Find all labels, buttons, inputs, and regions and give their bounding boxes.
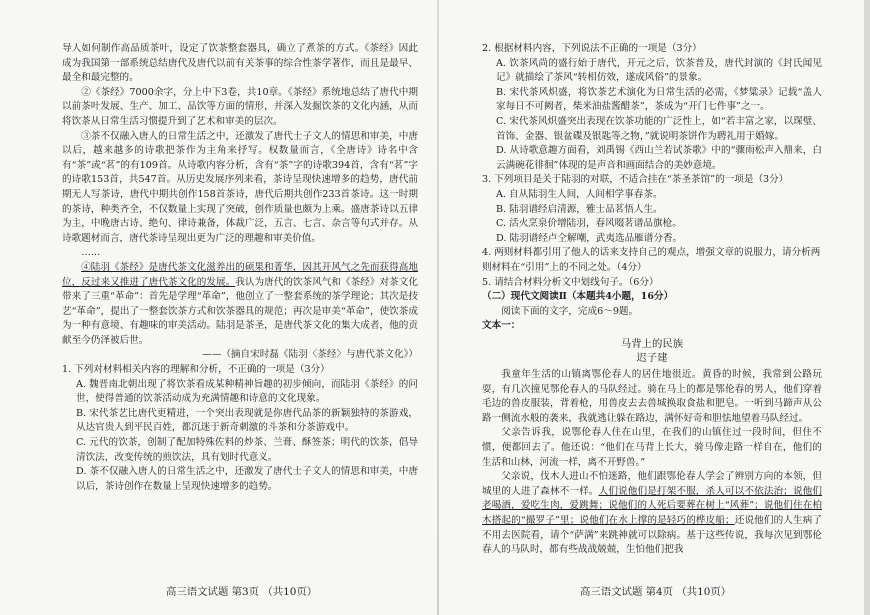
question-5: 5. 请结合材料分析文中划线句子。（6分）	[482, 276, 659, 288]
question-3: 3. 下列项目是关于陆羽的对联，不适合挂在“茶圣茶馆”的一项是（3分）	[482, 174, 789, 186]
page-fold-crease	[437, 0, 439, 615]
question-3-option-c: C. 活火烹泉价增陆羽，春风啜茗谱品旗枪。	[496, 218, 682, 230]
story-paragraph-2: 父亲告诉我，说鄂伦春人住在山里，在我们的山镇住过一段时间，但住不惯，便都回去了。他还说：“他们在马背上长大，骑马像走路一样自在，他们的生活和山林，河流一样，离不开野兽。”	[482, 427, 822, 468]
question-1-option-b: B. 宋代茶艺比唐代更精进，一个突出表现就是你唐代品茶的新颖独特的茶游戏，从达官贵人到平民百姓，都沉迷于新奇刺激的斗茶和分茶游戏中。	[76, 407, 418, 434]
citation: ——（摘自宋时磊《陆羽〈茶经〉与唐代茶文化》）	[202, 349, 418, 361]
paper-edge	[864, 0, 870, 615]
question-2-option-d: D. 从诗歌意趣方面看，刘禹锡《西山兰若试茶歌》中的“骤雨松声入鼎来，白云满碗花徘徊”体现的是声音和画面结合的美妙意境。	[496, 145, 822, 171]
question-2-option-b: B. 宋代茶风炽盛，将饮茶艺术演化为日常生活的必需，《梦粱录》记载“盖人家每日不可阙者，柴米油盐酱醋茶”，茶成为“开门七件事”之一。	[496, 86, 822, 113]
question-1: 1. 下列对材料相关内容的理解和分析，不正确的一项是（3分）	[62, 364, 330, 376]
left-paragraph-2: ②《茶经》7000余字，分上中下3卷，共10章。《茶经》系统地总结了唐代中期以前茶叶发展、生产、加工、品饮等方面的情形，并深入发掘饮茶的文化内涵，从而将饮茶从日常生活习惯提升到了艺术和审美的层次。	[62, 86, 418, 127]
left-paragraph-4-rest: 我认为唐代的饮茶风气和《茶经》对茶文化带来了三重“革命”：首先是学理“革命”，他创立了一整套系统的茶学理论；其次是技艺“革命”，提出了一整套饮茶方式和饮茶器具的规范；再次是审美“革命”，使饮茶成为一种有意境、有趣味的审美活动。陆羽是茶圣，是唐代茶文化的集大成者，他的贡献至今仍泽被后世。	[62, 276, 418, 346]
underlined-passage: 人们说他们是打架不服，杀人可以不依法治；说他们老喝酒，爱吃生肉，爱跳舞；说他们的人死后要葬在树上“风葬”；说他们住在柏木搭起的“撮罗子”里；说他们在水上撑的是轻巧的桦皮船；	[482, 485, 823, 526]
question-3-option-a: A. 自从陆羽生人间，人间相学事春茶。	[496, 188, 663, 200]
underlined-sentence: ④陆羽《茶经》是唐代茶文化滋养出的硕果和菁华，因其开风气之先而获得高地位，反过来又推进了唐代茶文化的发展。	[62, 261, 418, 288]
story-title: 马背上的民族	[620, 337, 684, 350]
question-3-option-d: D. 陆羽谱经卢仝解嘲，武夷选品雁谱分香。	[496, 232, 683, 244]
question-1-option-a: A. 魏晋南北朝出现了将饮茶看成某种精神旨趣的初步倾向，而陆羽《茶经》的问世，使得普通的饮茶活动成为充满情趣和诗意的文化现象。	[76, 378, 418, 405]
question-2: 2. 根据材料内容，下列说法不正确的一项是（3分）	[482, 43, 702, 54]
question-2-option-a: A. 饮茶风尚的盛行始于唐代，开元之后，饮茶普及，唐代封演的《封氏闻见记》就描绘了茶风“转相仿效，遂成风俗”的景象。	[496, 57, 822, 84]
story-paragraph-3	[482, 470, 822, 558]
section-instructions: 阅读下面的文字，完成6～9题。	[501, 305, 639, 317]
story-paragraph-3-start: 父亲说，伐木人进山不怕迷路，他们跟鄂伦春人学会了辨别方向的本领，但城里的人进了森林不一样。	[482, 471, 822, 497]
left-ellipsis: ……	[81, 247, 101, 259]
right-page-footer: 高三语文试题 第4页 （共10页）	[580, 586, 732, 598]
left-page-column	[62, 42, 418, 494]
question-2-option-c: C. 宋代茶风炽盛突出表现在饮茶功能的广泛性上，如“若丰富之家，以琛璧、首饰、金器、银盆碟及银匙等之物，”就说明茶饼作为聘礼用于婚嫁。	[496, 115, 822, 142]
left-paragraph-4	[62, 261, 418, 349]
section-heading: （二）现代文阅读Ⅱ（本题共4小题，16分）	[482, 291, 674, 303]
question-1-option-d: D. 茶不仅融入唐人的日常生活之中，还激发了唐代士子文人的情思和审美，中唐以后，茶诗创作在数量上呈现快速增多的趋势。	[76, 466, 418, 492]
left-paragraph-1: 导人如何制作高品质茶叶，设定了饮茶整套器具，确立了煮茶的方式。《茶经》因此成为我国第一部系统总结唐代及唐代以前有关茶事的综合性茶学著作，而且是最早、最全和最完整的。	[62, 43, 418, 84]
text-label: 文本一：	[482, 320, 521, 332]
story-paragraph-1: 我童年生活的山镇离鄂伦春人的居住地很近。黄昏的时候，我常到公路玩耍，有几次撞见鄂伦春人的马队经过。骑在马上的都是鄂伦春的男人，他们穿着毛边的兽皮服装，背着枪，用兽皮去去兽城换取食盐和肥皂。一听到马蹄声从公路一侧流水般的袭来，我就逃让躲在路边，满怀好奇和胆怯地望着马队经过。	[482, 369, 822, 424]
question-4: 4. 两则材料都引用了他人的话来支持自己的观点，增强文章的说服力，请分析两则材料在“引用”上的不同之处。（4分）	[482, 247, 821, 273]
left-paragraph-3: ③茶不仅融入唐人的日常生活之中，还激发了唐代士子文人的情思和审美，中唐以后，越来越多的诗歌把茶作为主角来抒写。权数量而言，《全唐诗》诗名中含有“茶”或“茗”的有109首。从诗歌内容分析，含有“茶”字的诗歌394首，含有“茗”字的诗歌153首，共547首。从历史发展序列来看，茶诗呈现快速增多的趋势，唐代前期无人写茶诗，唐代中期共创作158首茶诗，唐代后期共创作233首茶诗。这一时期的茶诗，种类齐全，不仅数量上实现了突破，创作质量也颇为上乘。盛唐茶诗以五律为主，中晚唐古诗、绝句、律诗兼备，体裁广泛，五言、七言、杂言等句式并存。从诗歌题材而言，唐代茶诗呈现出更为广泛的理趣和审美价值。	[62, 130, 418, 244]
left-page-footer: 高三语文试题 第3页 （共10页）	[166, 586, 318, 598]
question-3-option-b: B. 陆羽谱经启清源，雅士品茗悟人生。	[496, 203, 663, 215]
question-1-option-c: C. 元代的饮茶，创制了配加特殊佐料的炒茶、兰膏、酥签茶；明代的饮茶，倡导清饮法，改变传统的煎饮法，具有划时代意义。	[76, 437, 418, 463]
story-author: 迟子建	[636, 352, 668, 365]
story-paragraph-3-end: 还说他们的人生病了不用去医院看，请个“萨满”来跳神就可以除病。基于这些传说，我每次见到鄂伦春人的马队时，都有些战战兢兢，生怕他们把我	[482, 515, 822, 556]
right-page-column	[482, 42, 822, 558]
